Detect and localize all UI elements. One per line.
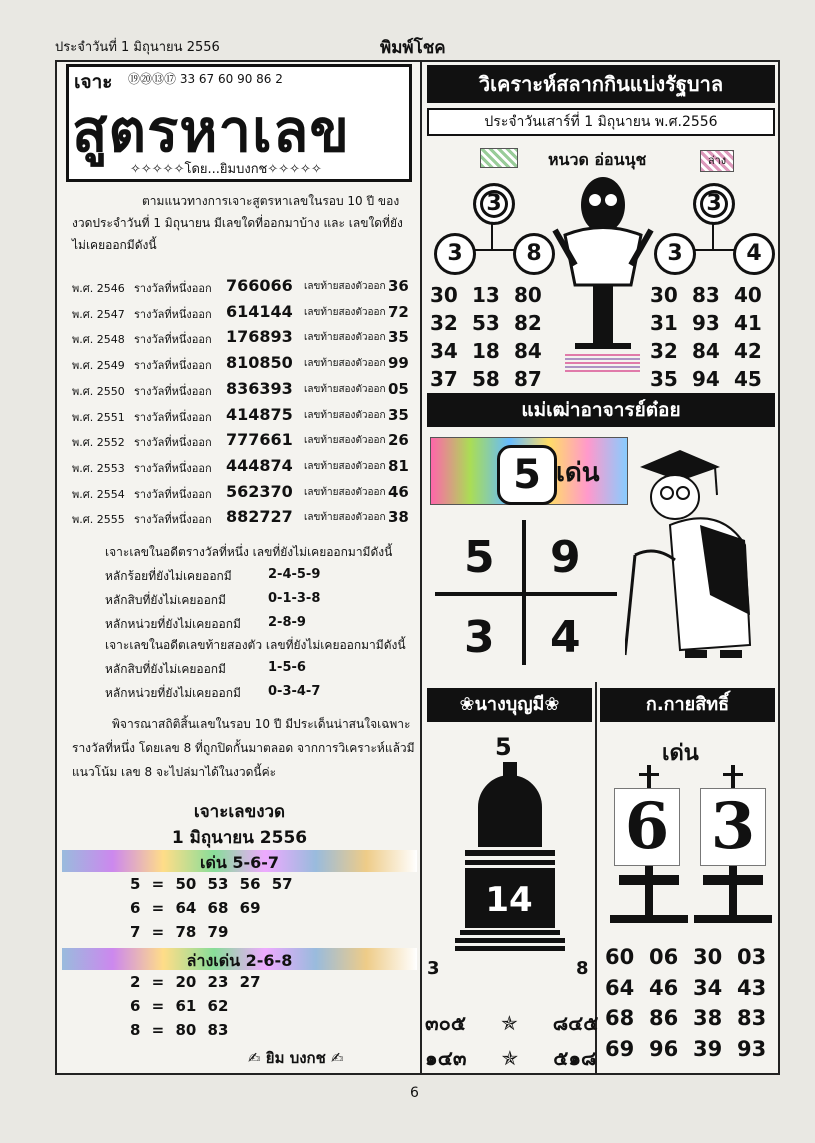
- first-prize-number: 414875: [226, 404, 293, 424]
- list-item: 6 = 61 62: [130, 997, 229, 1015]
- grid-number: 80: [514, 283, 542, 307]
- last-two-number: 05: [388, 379, 409, 398]
- list-key: 2: [130, 973, 141, 991]
- kayasit-number: 86: [649, 1006, 679, 1030]
- star-icon: ✯: [500, 1011, 518, 1035]
- kayasit-number: 93: [737, 1036, 767, 1061]
- circle-number-right-1: 3: [654, 233, 696, 275]
- list-key: 6: [130, 899, 141, 917]
- cross-horizontal-line: [435, 592, 617, 596]
- logo-prefix: เจาะ: [74, 71, 113, 93]
- stat-value: 2-4-5-9: [268, 567, 321, 582]
- kayasit-card-1: 6: [614, 788, 680, 866]
- stat-label: หลักหน่วยที่ยังไม่เคยออกมี: [105, 686, 241, 700]
- circle-number-left-1: 3: [434, 233, 476, 275]
- grid-number: 40: [734, 283, 762, 307]
- kayasit-number: 43: [737, 975, 767, 1000]
- grid-number: 87: [514, 367, 542, 391]
- thai-number: ๑๔๓: [425, 1046, 467, 1070]
- kayasit-card-2: 3: [700, 788, 766, 866]
- signature-name: ยิม บงกช: [265, 1049, 326, 1067]
- first-prize-number: 176893: [226, 327, 293, 347]
- result-label-two: เลขท้ายสองตัวออก: [304, 358, 386, 370]
- grid-number: 42: [734, 339, 762, 363]
- grid-number: 53: [472, 311, 500, 335]
- last-two-number: 36: [388, 277, 409, 295]
- highlight-band-2-text: ล่างเด่น 2-6-8: [186, 951, 293, 970]
- result-label: รางวัลที่หนึ่งออก: [134, 487, 212, 501]
- grid-number: 37: [430, 367, 458, 391]
- analysis-paragraph: พิจารณาสถิติสิ้นเลขในรอบ 10 ปี มีประเด็นน่าสนใจเฉพาะรางวัลที่หนึ่ง โดยเลข 8 ที่ถูกปิดกั้นมาตลอด จากการวิเคราะห์แล้วมีแนวโน้ม เลข 8 จะไปล่มาได้ในงวดนี้ค่ะ: [72, 717, 415, 779]
- result-label-two: เลขท้ายสองตัวออก: [304, 306, 386, 318]
- list-item: 6 = 64 68 69: [130, 899, 261, 917]
- last-two-number: 26: [388, 431, 409, 450]
- thai-number: ๕๑๘: [553, 1046, 597, 1070]
- first-prize-number: 777661: [226, 430, 293, 450]
- thai-number-row-2: [425, 1042, 596, 1074]
- result-label-two: เลขท้ายสองตัวออก: [304, 281, 386, 292]
- list-values: 64 68 69: [175, 899, 261, 917]
- stat-value: 0-3-4-7: [268, 684, 321, 699]
- pillar-center-number: 14: [485, 880, 533, 920]
- list-values: 20 23 27: [175, 973, 261, 991]
- stat-label: หลักร้อยที่ยังไม่เคยออกมี: [105, 569, 232, 583]
- first-prize-number: 614144: [226, 301, 293, 321]
- cross-number-2: 9: [550, 532, 581, 583]
- star-icon: ✯: [501, 1046, 519, 1070]
- last-two-number: 72: [388, 302, 409, 321]
- circle-number-right-2: 4: [733, 233, 775, 275]
- highlight-band-1-text: เด่น 5-6-7: [199, 853, 280, 872]
- thai-number: ๘๔๕: [552, 1011, 599, 1035]
- stats-heading-2: เจาะเลขในอดีตเลขท้ายสองตัว เลขที่ยังไม่เคยออกมามีดังนี้: [105, 638, 406, 652]
- kayasit-number: 69: [605, 1036, 635, 1061]
- stat-value: 2-8-9: [268, 615, 306, 630]
- grid-number: 35: [650, 367, 678, 391]
- result-label-two: เลขท้ายสองตัวออก: [304, 486, 386, 498]
- cross-number-3: 3: [464, 612, 495, 663]
- first-prize-number: 836393: [226, 378, 293, 398]
- result-label: รางวัลที่หนึ่งออก: [134, 410, 212, 424]
- last-two-number: 46: [388, 482, 409, 501]
- list-values: 80 83: [175, 1021, 229, 1039]
- pillar-right-number: 8: [576, 958, 589, 979]
- list-values: 50 53 56 57: [175, 875, 293, 893]
- signature: ✍ ยิม บงกช ✍: [248, 1049, 344, 1067]
- page-number: 6: [410, 1085, 419, 1101]
- pillar-top-number: 5: [495, 733, 512, 761]
- stat-value: 1-5-6: [268, 660, 306, 675]
- grid-number: 84: [692, 339, 720, 363]
- author-heading: หนวด อ่อนนุช: [548, 150, 647, 169]
- result-label: รางวัลที่หนึ่งออก: [134, 333, 212, 347]
- kayasit-number: 96: [649, 1036, 679, 1061]
- stats-heading-1: เจาะเลขในอดีตรางวัลที่หนึ่ง เลขที่ยังไม่เคยออกมามีดังนี้: [105, 545, 393, 559]
- grid-number: 83: [692, 283, 720, 307]
- list-key: 5: [130, 875, 141, 893]
- grid-number: 93: [692, 311, 720, 335]
- grid-number: 30: [650, 283, 678, 307]
- result-label: รางวัลที่หนึ่งออก: [134, 282, 212, 295]
- logo-title: สูตรหาเลข: [72, 97, 351, 165]
- result-year: พ.ศ. 2546: [72, 282, 125, 295]
- mascot-icon: [555, 177, 651, 371]
- list-item: 8 = 80 83: [130, 1021, 229, 1039]
- result-label: รางวัลที่หนึ่งออก: [134, 384, 212, 398]
- result-label-two: เลขท้ายสองตัวออก: [304, 460, 386, 472]
- circle-number-left-top: 3: [473, 183, 515, 225]
- cross-number-1: 5: [464, 532, 495, 583]
- last-two-number: 35: [388, 405, 409, 424]
- result-year: พ.ศ. 2555: [72, 513, 125, 527]
- cross-number-4: 4: [550, 612, 581, 663]
- grid-number: 45: [734, 367, 762, 391]
- stat-label: หลักสิบที่ยังไม่เคยออกมี: [105, 662, 226, 676]
- result-year: พ.ศ. 2554: [72, 487, 125, 501]
- grid-number: 58: [472, 367, 500, 391]
- result-label: รางวัลที่หนึ่งออก: [134, 359, 212, 373]
- first-prize-number: 766066: [226, 276, 293, 295]
- circle-number-right-top: 3: [693, 183, 735, 225]
- kayasit-number: 34: [693, 975, 723, 1000]
- result-year: พ.ศ. 2548: [72, 333, 125, 347]
- result-year: พ.ศ. 2549: [72, 359, 125, 373]
- pillar-left-number: 3: [427, 958, 440, 979]
- grid-number: 94: [692, 367, 720, 391]
- first-prize-number: 562370: [226, 481, 293, 501]
- last-two-number: 99: [388, 354, 409, 373]
- analysis-banner: วิเคราะห์สลากกินแบ่งรัฐบาล: [427, 65, 775, 103]
- list-item: 5 = 50 53 56 57: [130, 875, 293, 893]
- pillar-icon: [455, 762, 565, 962]
- grid-number: 34: [430, 339, 458, 363]
- thai-number-row-1: [425, 1007, 598, 1039]
- result-label: รางวัลที่หนึ่งออก: [134, 307, 212, 321]
- analysis-date: ประจำวันเสาร์ที่ 1 มิถุนายน พ.ศ.2556: [427, 108, 775, 136]
- first-prize-number: 882727: [226, 507, 293, 527]
- list-values: 61 62: [175, 997, 229, 1015]
- last-two-number: 35: [388, 328, 409, 347]
- result-label-two: เลขท้ายสองตัวออก: [304, 409, 386, 421]
- stat-value: 0-1-3-8: [268, 591, 321, 606]
- draw-date: 1 มิถุนายน 2556: [171, 828, 308, 848]
- den-number: 5: [497, 445, 557, 505]
- teacher-illustration-icon: [625, 445, 775, 675]
- kayasit-banner: ก.กายสิทธิ์: [600, 688, 775, 722]
- result-year: พ.ศ. 2551: [72, 410, 125, 424]
- publication-title: พิมพ์โชค: [380, 38, 446, 58]
- result-label: รางวัลที่หนึ่งออก: [134, 513, 212, 527]
- kayasit-number: 03: [737, 945, 767, 969]
- result-year: พ.ศ. 2550: [72, 384, 125, 398]
- kayasit-number: 06: [649, 945, 679, 969]
- list-key: 6: [130, 997, 141, 1015]
- kayasit-number: 68: [605, 1006, 635, 1030]
- kayasit-number: 30: [693, 945, 723, 969]
- kayasit-number: 64: [605, 975, 635, 1000]
- kayasit-number: 60: [605, 945, 635, 969]
- kayasit-number: 38: [693, 1006, 723, 1030]
- first-prize-number: 444874: [226, 455, 293, 475]
- grid-number: 82: [514, 311, 542, 335]
- intro-text: ตามแนวทางการเจาะสูตรหาเลขในรอบ 10 ปี ของงวดประจำวันที่ 1 มิถุนายน มีเลขใดที่ออกมาบ้าง และ เลขใดที่ยังไม่เคยออกมีดังนี้: [72, 194, 403, 252]
- stat-label: หลักหน่วยที่ยังไม่เคยออกมี: [105, 617, 241, 631]
- kayasit-number: 83: [737, 1006, 767, 1030]
- kayasit-number: 39: [693, 1036, 723, 1061]
- nang-boonmee-banner: ❀นางบุญมี❀: [427, 688, 592, 722]
- logo-byline: ✧✧✧✧✧โดย...ยิมบงกช✧✧✧✧✧: [130, 162, 322, 177]
- stat-label: หลักสิบที่ยังไม่เคยออกมี: [105, 593, 226, 607]
- column-divider: [420, 60, 422, 1075]
- result-label: รางวัลที่หนึ่งออก: [134, 461, 212, 475]
- lower-tag: ล่าง: [700, 150, 734, 172]
- list-item: 2 = 20 23 27: [130, 973, 261, 991]
- result-label-two: เลขท้ายสองตัวออก: [304, 383, 386, 395]
- result-year: พ.ศ. 2552: [72, 436, 125, 450]
- hatch-swatch: [480, 148, 518, 168]
- first-prize-number: 810850: [226, 353, 293, 373]
- den-label: เด่น: [556, 458, 600, 488]
- grid-number: 13: [472, 283, 500, 307]
- grid-number: 84: [514, 339, 542, 363]
- grid-number: 18: [472, 339, 500, 363]
- grid-number: 31: [650, 311, 678, 335]
- result-label-two: เลขท้ายสองตัวออก: [304, 435, 386, 447]
- grid-number: 30: [430, 283, 458, 307]
- logo-circle-numbers: ⑲⑳⑬⑰ 33 67 60 90 86 2: [128, 72, 283, 86]
- circle-number-left-2: 8: [513, 233, 555, 275]
- list-key: 8: [130, 1021, 141, 1039]
- grid-number: 32: [430, 311, 458, 335]
- kayasit-number: 46: [649, 975, 679, 1000]
- result-label: รางวัลที่หนึ่งออก: [134, 436, 212, 450]
- grid-number: 41: [734, 311, 762, 335]
- list-key: 7: [130, 923, 141, 941]
- result-year: พ.ศ. 2553: [72, 461, 125, 475]
- list-values: 78 79: [175, 923, 229, 941]
- result-row: [72, 507, 412, 536]
- result-year: พ.ศ. 2547: [72, 307, 125, 321]
- mae-tao-banner: แม่เฒ่าอาจารย์ต๋อย: [427, 393, 775, 427]
- header-date: ประจำวันที่ 1 มิถุนายน 2556: [55, 40, 220, 55]
- result-label-two: เลขท้ายสองตัวออก: [304, 512, 386, 524]
- last-two-number: 38: [388, 508, 409, 527]
- result-label-two: เลขท้ายสองตัวออก: [304, 332, 386, 344]
- draw-title: เจาะเลขงวด: [193, 802, 286, 822]
- grid-number: 32: [650, 339, 678, 363]
- last-two-number: 81: [388, 456, 409, 475]
- kayasit-den-label: เด่น: [662, 741, 699, 766]
- list-item: 7 = 78 79: [130, 923, 229, 941]
- thai-number: ๓๐๕: [425, 1011, 467, 1035]
